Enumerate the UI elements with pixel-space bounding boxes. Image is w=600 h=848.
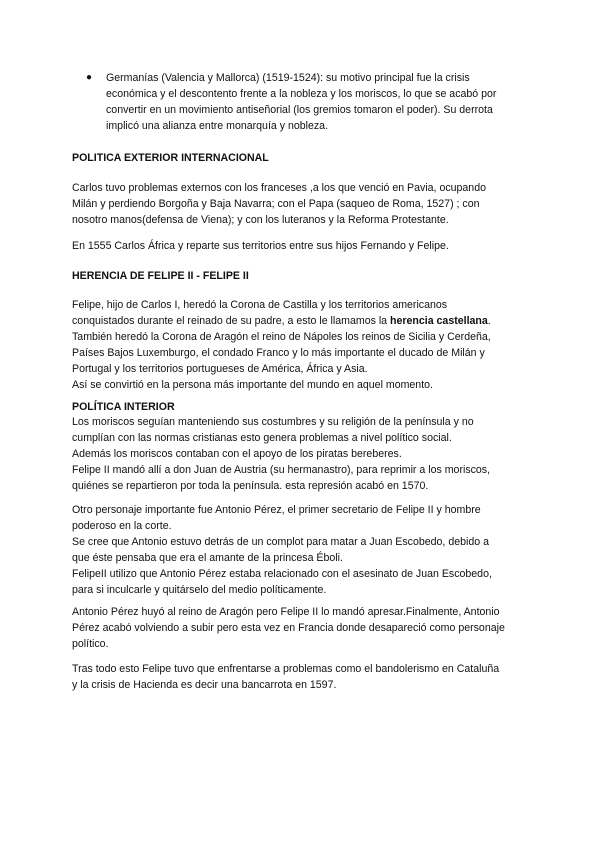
text-line: implicó una alianza entre monarquía y nobleza. (106, 120, 329, 132)
paragraph-carlos-problemas (72, 180, 532, 228)
text-line: Felipe, hijo de Carlos I, heredó la Corona de Castilla y los territorios americanos (72, 299, 448, 311)
text-line: Se cree que Antonio estuvo detrás de un complot para matar a Juan Escobedo, debido a (72, 536, 489, 548)
text-line: para si inculcarle y quitárselo del medio políticamente. (72, 584, 327, 596)
text-line: Otro personaje importante fue Antonio Pérez, el primer secretario de Felipe II y hombre (72, 504, 481, 516)
paragraph-moriscos (72, 414, 532, 494)
paragraph-huida-aragon (72, 604, 532, 652)
text-line: Germanías (Valencia y Mallorca) (1519-1524): su motivo principal fue la crisis (106, 72, 470, 84)
bullet-point-icon: ● (86, 72, 93, 83)
text-line: Portugal y los territorios portugueses de América, África y Asia. (72, 363, 368, 375)
text-line: poderoso en la corte. (72, 520, 172, 532)
text-line: nosotro manos(defensa de Viena); y con los luteranos y la Reforma Protestante. (72, 214, 449, 226)
text-line: económica y el descontento frente a la nobleza y los moriscos, lo que se acabó por (106, 88, 497, 100)
heading-politica-exterior: POLITICA EXTERIOR INTERNACIONAL (72, 152, 269, 164)
text-line: Felipe II mandó allí a don Juan de Austria (su hermanastro), para reprimir a los moriscos, (72, 464, 491, 476)
paragraph-antonio-perez (72, 502, 532, 598)
text-line: También heredó la Corona de Aragón el reino de Nápoles los reinos de Sicilia y Cerdeña, (72, 331, 491, 343)
paragraph-reparto-territorios (72, 238, 532, 254)
text-line: En 1555 Carlos África y reparte sus territorios entre sus hijos Fernando y Felipe. (72, 240, 449, 252)
text-line: que éste pensaba que era el amante de la princesa Éboli. (72, 552, 343, 564)
text-line: político. (72, 638, 109, 650)
paragraph-herencia (72, 297, 532, 393)
text-line: y la crisis de Hacienda es decir una bancarrota en 1597. (72, 679, 337, 691)
text-line: FelipeII utilizo que Antonio Pérez estaba relacionado con el asesinato de Juan Escobedo, (72, 568, 492, 580)
text-fragment: . (487, 315, 491, 327)
text-line: Además los moriscos contaban con el apoyo de los piratas bereberes. (72, 448, 402, 460)
text-line: Pérez acabó volviendo a subir pero esta vez en Francia donde desapareció como personaje (72, 622, 505, 634)
bold-term-herencia-castellana: herencia castellana (390, 315, 488, 327)
text-line: Los moriscos seguían manteniendo sus costumbres y su religión de la península y no (72, 416, 474, 428)
text-line: convertir en un movimiento antiseñorial (los gremios tomaron el poder). Su derrota (106, 104, 493, 116)
text-line: quiénes se repartieron por toda la península. esta represión acabó en 1570. (72, 480, 429, 492)
text-fragment: conquistados durante el reinado de su padre, a esto le llamamos la (72, 315, 391, 327)
bullet-text (106, 70, 530, 134)
heading-herencia-felipe: HERENCIA DE FELIPE II - FELIPE II (72, 270, 249, 282)
text-line (72, 313, 532, 329)
text-line: Milán y perdiendo Borgoña y Baja Navarra; con el Papa (saqueo de Roma, 1527) ; con (72, 198, 480, 210)
text-line: Antonio Pérez huyó al reino de Aragón pero Felipe II lo mandó apresar.Finalmente, Antonio (72, 606, 500, 618)
text-line: Tras todo esto Felipe tuvo que enfrentarse a problemas como el bandolerismo en Cataluña (72, 663, 500, 675)
text-line: Así se convirtió en la persona más importante del mundo en aquel momento. (72, 379, 433, 391)
text-line: Carlos tuvo problemas externos con los franceses ,a los que venció en Pavia, ocupando (72, 182, 486, 194)
text-line: cumplían con las normas cristianas esto genera problemas a nivel político social. (72, 432, 452, 444)
text-line: Países Bajos Luxemburgo, el condado Franco y lo más importante el ducado de Milán y (72, 347, 485, 359)
paragraph-bandolerismo (72, 661, 532, 693)
heading-politica-interior: POLÍTICA INTERIOR (72, 401, 175, 413)
